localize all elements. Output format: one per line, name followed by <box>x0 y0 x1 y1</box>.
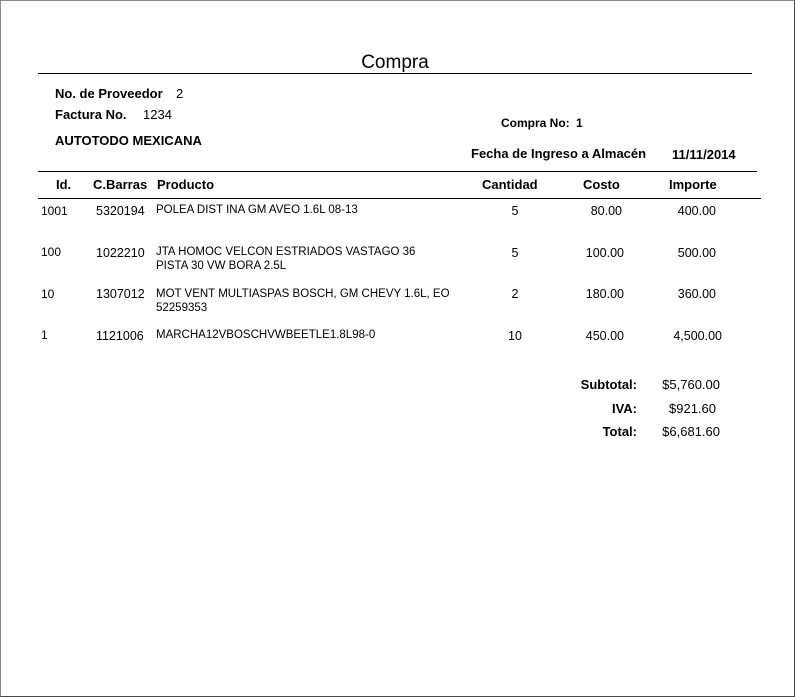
row-id: 1 <box>41 328 48 342</box>
subtotal-label: Subtotal: <box>580 377 637 392</box>
row-barras: 1307012 <box>96 287 145 301</box>
row-barras: 1022210 <box>96 246 145 260</box>
row-cantidad: 10 <box>508 329 522 343</box>
title-divider <box>38 73 752 74</box>
row-producto: JTA HOMOC VELCON ESTRIADOS VASTAGO 36 PISTA 30 VW BORA 2.5L <box>156 246 416 272</box>
row-barras: 1121006 <box>96 329 144 343</box>
total-label: Total: <box>602 424 637 439</box>
column-header-costo: Costo <box>583 177 620 192</box>
subtotal-value: $5,760.00 <box>662 377 720 392</box>
row-cantidad: 5 <box>511 246 519 260</box>
row-costo: 450.00 <box>585 329 624 343</box>
iva-value: $921.60 <box>669 401 716 416</box>
row-id: 100 <box>41 245 62 259</box>
column-header-producto: Producto <box>157 177 215 192</box>
row-id: 1001 <box>41 204 68 218</box>
compra-value: 1 <box>576 116 583 130</box>
total-value: $6,681.60 <box>662 424 720 439</box>
company-name: AUTOTODO MEXICANA <box>55 133 202 148</box>
row-costo: 80.00 <box>590 204 622 218</box>
proveedor-value: 2 <box>176 86 184 101</box>
table-header-bottom-rule <box>38 198 761 199</box>
row-importe: 400.00 <box>677 204 716 218</box>
row-cantidad: 5 <box>511 204 519 218</box>
column-header-barras: C.Barras <box>93 177 148 192</box>
row-importe: 360.00 <box>677 287 716 301</box>
column-header-id: Id. <box>56 177 72 192</box>
row-cantidad: 2 <box>511 287 519 301</box>
row-costo: 100.00 <box>585 246 624 260</box>
factura-value: 1234 <box>143 107 172 122</box>
row-producto: POLEA DIST INA GM AVEO 1.6L 08-13 <box>156 204 358 216</box>
column-header-importe: Importe <box>669 177 717 192</box>
row-id: 10 <box>41 287 55 301</box>
fecha-label: Fecha de Ingreso a Almacén <box>471 146 647 161</box>
column-header-cantidad: Cantidad <box>482 177 538 192</box>
compra-label: Compra No: <box>501 116 570 130</box>
row-barras: 5320194 <box>96 204 145 218</box>
proveedor-label: No. de Proveedor <box>55 86 163 101</box>
iva-label: IVA: <box>611 401 637 416</box>
fecha-value: 11/11/2014 <box>672 147 736 162</box>
table-header-top-rule <box>38 171 757 172</box>
report-title: Compra <box>361 52 429 73</box>
row-importe: 500.00 <box>677 246 716 260</box>
row-importe: 4,500.00 <box>673 329 722 343</box>
row-producto: MARCHA12VBOSCHVWBEETLE1.8L98-0 <box>156 329 376 341</box>
row-producto: MOT VENT MULTIASPAS BOSCH, GM CHEVY 1.6L, EO 52259353 <box>156 288 450 314</box>
factura-label: Factura No. <box>55 107 127 122</box>
row-costo: 180.00 <box>585 287 624 301</box>
